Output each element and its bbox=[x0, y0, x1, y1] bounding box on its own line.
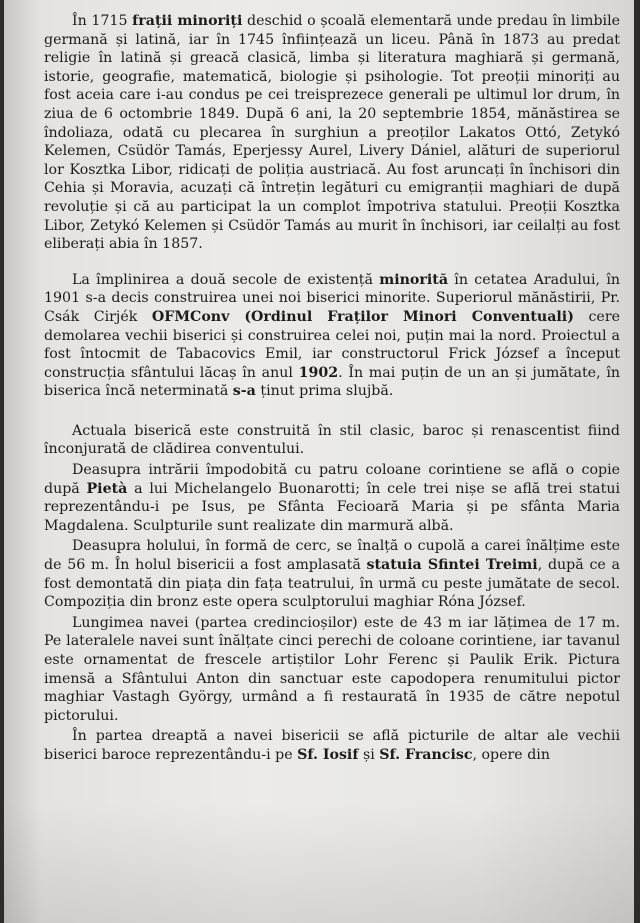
body-text: Deasupra intrării împodobită cu patru coloane corintiene se află o copie după bbox=[44, 462, 620, 497]
paragraph-school-history bbox=[44, 12, 620, 254]
document-page bbox=[4, 0, 634, 923]
body-text: În partea dreaptă a navei bisericii se află picturile de altar ale vechii biserici baroce reprezentându-i pe bbox=[44, 728, 620, 763]
body-text: deschid o școală elementară unde predau în limbile germană și latină, iar în 1745 înființează un liceu. Până în 1873 au predat religie în latină și greacă clasică, limba și literatura maghiară și germană, istorie, geografie, matematică, biologie și psihologie. Tot preoții minoriți au fost aceia care i-au condus pe cei treisprezece generali pe ultimul lor drum, în ziua de 6 octombrie 1849. După 6 ani, la 20 septembrie 1854, mănăstirea se îndoliaza, odată cu plecarea în surghiun a preoților Lakatos Ottó, Zetykó Kelemen, Csüdör Tamás, Eperjessy Aurel, Livery Dániel, alături de superiorul lor Kosztka Libor, ridicați de poliția austriacă. Au fost aruncați în închisori din Cehia și Moravia, acuzați că întrețin legături cu emigranții maghiari de după revoluție și că au participat la un complot împotriva statului. Preoții Kosztka Libor, Zetykó Kelemen și Csüdör Tamás au murit în închisori, iar ceilalți au fost eliberați abia în 1857. bbox=[44, 13, 621, 253]
body-text: cere demolarea vechii biserici și construirea celei noi, puțin mai la nord. Proiectul a fost întocmit de Tabacovics Emil, iar constructorul Frick József a început construcția sfântului lăcaș în anul bbox=[44, 308, 620, 381]
paragraph-nave bbox=[44, 614, 620, 726]
paragraph-new-church bbox=[44, 271, 620, 401]
body-text: , opere din bbox=[472, 746, 550, 763]
emphasis-text: Pietà bbox=[86, 480, 128, 497]
body-text: ținut prima slujbă. bbox=[255, 383, 394, 400]
paragraph-altar-paintings bbox=[44, 727, 620, 764]
body-text: , după ce a fost demontată din piața din fața teatrului, în urmă cu peste jumătate de secol. Compoziția din bronz este opera sculptorului maghiar Róna József. bbox=[44, 557, 620, 611]
emphasis-text: minorită bbox=[379, 271, 449, 288]
emphasis-text: frații minoriți bbox=[132, 13, 243, 29]
body-text: Actuala biserică este construită în stil clasic, baroc și renascentist fiind înconjurată de clădirea conventului. bbox=[44, 422, 620, 458]
emphasis-text: 1902 bbox=[298, 364, 339, 381]
body-text: . În mai puțin de un an și jumătate, în biserica încă neterminată bbox=[44, 364, 620, 400]
paragraph-entrance bbox=[44, 461, 620, 535]
emphasis-text: statuia Sfintei Treimi bbox=[366, 557, 538, 574]
body-text: în cetatea Aradului, în 1901 s-a decis construirea unei noi biserici minorite. Superiorul mănăstirii, Pr. Csák Cirjék bbox=[44, 271, 620, 325]
paragraph-architecture-style bbox=[44, 422, 620, 459]
emphasis-text: Sf. Iosif bbox=[297, 746, 359, 763]
paragraph-dome bbox=[44, 537, 620, 611]
body-text: La împlinirea a două secole de existență bbox=[72, 271, 380, 288]
emphasis-text: OFMConv (Ordinul Fraților Minori Conventuali) bbox=[151, 308, 574, 325]
emphasis-text: Sf. Francisc bbox=[379, 746, 473, 763]
body-text: În 1715 bbox=[72, 13, 133, 29]
body-text: Lungimea navei (partea credincioșilor) este de 43 m iar lățimea de 17 m. Pe lateralele navei sunt înălțate cinci perechi de coloane corintiene, iar tavanul este ornamentat de frescele artiștilor Lohr Ferenc și Paulik Erik. Pictura imensă a Sfântului Anton din sanctuar este capodopera renumitului pictor maghiar Vastagh György, urmând a fi restaurată în 1935 de către nepotul pictorului. bbox=[44, 614, 620, 724]
body-text: Deasupra holului, în formă de cerc, se înalță o cupolă a carei înălțime este de 56 m. În holul bisericii a fost amplasată bbox=[44, 538, 620, 574]
body-text: a lui Michelangelo Buonarotti; în cele trei nișe se află trei statui reprezentându-i pe Isus, pe Sfânta Fecioară Maria și pe sfânta Maria Magdalena. Sculpturile sunt realizate din marmură albă. bbox=[44, 480, 620, 534]
emphasis-text: s-a bbox=[232, 383, 256, 400]
body-text: și bbox=[358, 746, 380, 763]
